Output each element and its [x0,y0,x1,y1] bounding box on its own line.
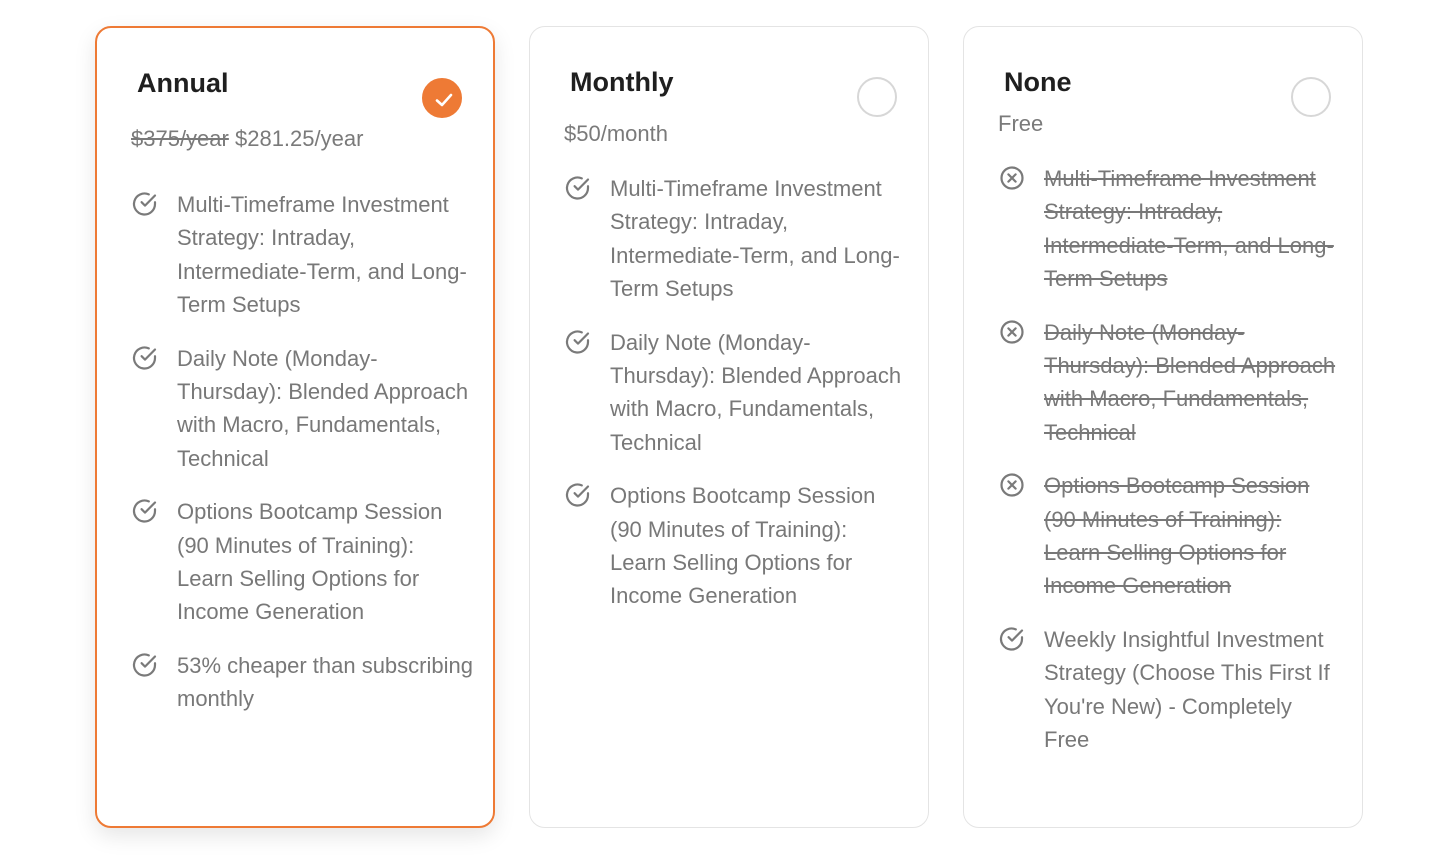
check-icon [432,88,456,112]
feature-text: Options Bootcamp Session (90 Minutes of Training): Learn Selling Options for Income Generation [610,483,876,609]
x-circle-icon [998,164,1026,197]
x-circle-icon [998,471,1026,504]
x-circle-icon [998,318,1026,351]
feature-text: Options Bootcamp Session (90 Minutes of Training): Learn Selling Options for Income Generation [177,499,443,625]
feature-item [131,649,476,716]
plan-price [131,126,363,152]
feature-item-excluded [998,469,1343,603]
feature-list [131,188,476,736]
check-circle-icon [998,625,1026,658]
check-circle-icon [131,497,159,530]
check-circle-icon [131,344,159,377]
feature-item [564,326,909,460]
check-circle-icon [564,481,592,514]
plan-radio[interactable] [857,77,897,117]
feature-text: Multi-Timeframe Investment Strategy: Intraday, Intermediate-Term, and Long-Term Setups [610,176,900,302]
feature-item [131,342,476,476]
feature-item [564,172,909,306]
plan-radio[interactable] [1291,77,1331,117]
plan-title: Annual [137,68,229,98]
feature-text: Daily Note (Monday-Thursday): Blended Approach with Macro, Fundamentals, Technical [1044,319,1336,445]
plan-price: $50/month [564,121,668,146]
check-circle-icon [131,190,159,223]
feature-text: Options Bootcamp Session (90 Minutes of Training): Learn Selling Options for Income Generation [1044,473,1310,599]
plan-card-annual[interactable] [95,26,495,828]
feature-item-excluded [998,316,1343,450]
feature-item [998,623,1343,757]
feature-item [564,479,909,613]
plan-radio-selected[interactable] [422,78,462,118]
check-circle-icon [564,174,592,207]
plan-title: None [1004,67,1072,97]
feature-list [564,172,909,633]
feature-text: Daily Note (Monday-Thursday): Blended Approach with Macro, Fundamentals, Technical [177,345,469,471]
feature-text: Multi-Timeframe Investment Strategy: Intraday, Intermediate-Term, and Long-Term Setups [177,192,467,318]
plan-title: Monthly [570,67,674,97]
feature-text: Multi-Timeframe Investment Strategy: Intraday, Intermediate-Term, and Long-Term Setups [1044,166,1334,292]
feature-text: 53% cheaper than subscribing monthly [177,652,473,712]
plan-card-monthly[interactable] [529,26,929,828]
feature-list [998,162,1343,777]
feature-item [131,188,476,322]
plan-price-original: $375/year [131,126,229,151]
feature-text: Daily Note (Monday-Thursday): Blended Approach with Macro, Fundamentals, Technical [610,329,902,455]
feature-item [131,495,476,629]
check-circle-icon [131,651,159,684]
check-circle-icon [564,328,592,361]
feature-item-excluded [998,162,1343,296]
plan-card-none[interactable] [963,26,1363,828]
plan-price-discounted: $281.25/year [234,126,364,151]
plan-price: Free [998,111,1044,136]
feature-text: Weekly Insightful Investment Strategy (Choose This First If You're New) - Completely Free [1044,626,1330,753]
